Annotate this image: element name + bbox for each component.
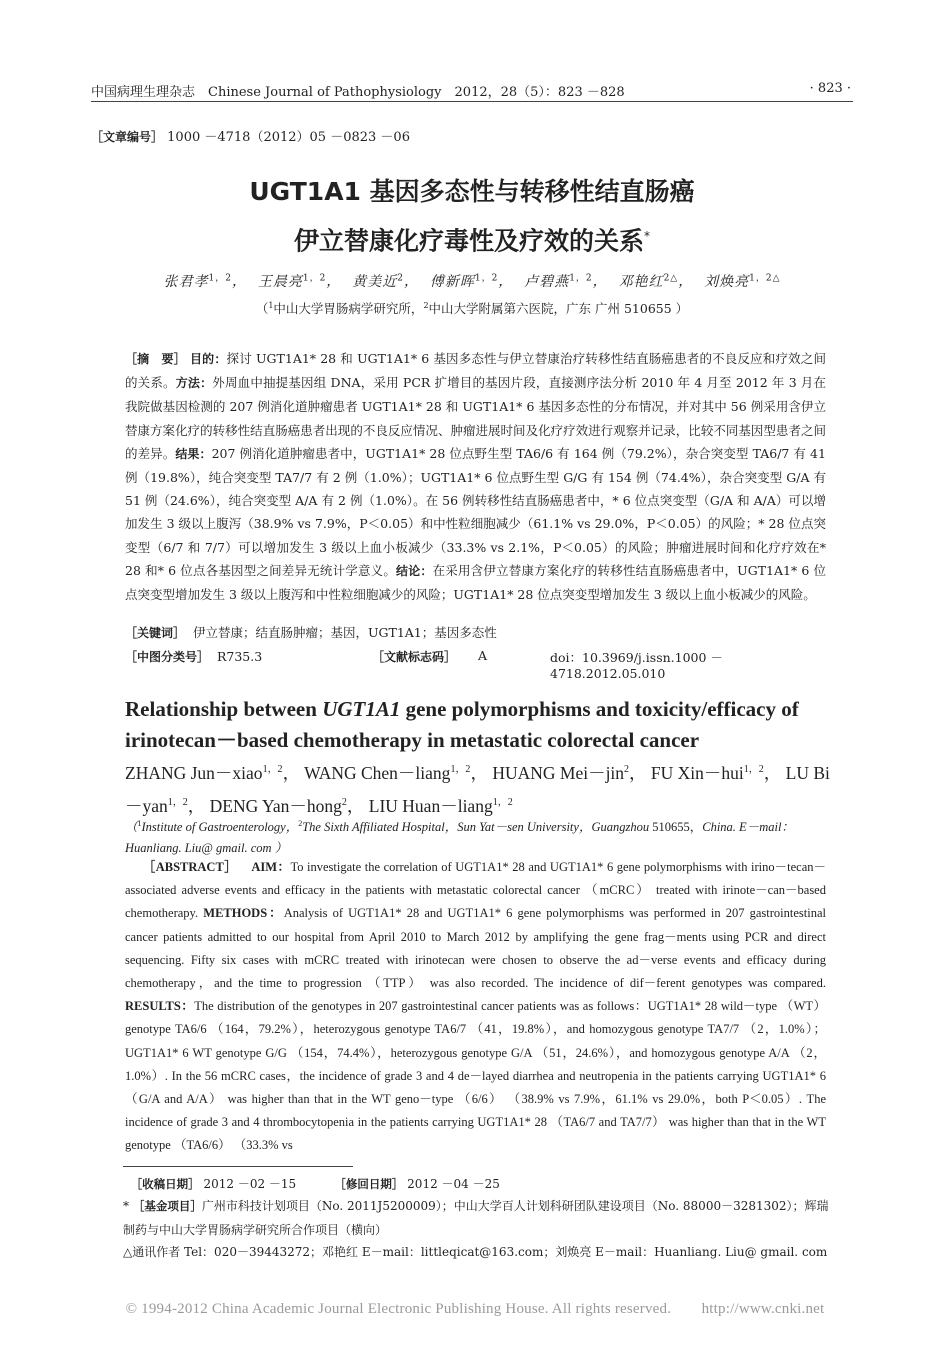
abstract-label: ［摘 要］ bbox=[125, 352, 186, 366]
conclusion-text: 在采用含伊立替康方案化疗的转移性结直肠癌患者中，UGT1A1* 6 位点突变型增加发生 3 级以上腹泻和中性粒细胞减少的风险；UGT1A1* 28 位点突变型增加发生 3 级以上血小板减少的风险。 bbox=[125, 562, 826, 603]
title-chinese-line-2 bbox=[91, 214, 853, 263]
fund-label: ［基金项目］ bbox=[132, 1199, 202, 1213]
author: LU Bi－yan$^{1,2}$ bbox=[125, 762, 830, 816]
affiliation-english: （$^1$Institute of Gastroenterology，$^2$The Sixth Affiliated Hospital，Sun Yat－sen University，Guangzhou 510655，China. E－mail：Huanliang. Liu@ gmail. com ） bbox=[125, 819, 794, 856]
results-label: 结果： bbox=[175, 446, 212, 461]
title-chinese-line-2-text: 伊立替康化疗毒性及疗效的关系 bbox=[293, 226, 644, 256]
author: WANG Chen－liang$^{1,2}$ bbox=[304, 762, 471, 783]
author: FU Xin－hui$^{1,2}$ bbox=[650, 762, 764, 783]
author: 王晨亮$^{1,2}$ bbox=[257, 273, 327, 290]
methods-label: 方法： bbox=[175, 376, 213, 391]
author: 邓艳红$^{2\triangle}$ bbox=[618, 273, 679, 290]
aim-en-label: AIM： bbox=[251, 860, 291, 874]
header-rule bbox=[91, 101, 853, 102]
classification-line bbox=[125, 648, 826, 681]
clc-value: R735.3 bbox=[216, 649, 263, 664]
received-label: ［收稿日期］ bbox=[130, 1177, 200, 1191]
keywords bbox=[125, 623, 497, 641]
affiliation-chinese: （$^1$中山大学胃肠病学研究所，$^2$中山大学附属第六医院，广东 广州 510655 ） bbox=[255, 300, 689, 316]
abstract-english bbox=[125, 856, 826, 1158]
doc-code-label: ［文献标志码］ bbox=[372, 650, 457, 664]
author: HUANG Mei－jin$^2$ bbox=[492, 762, 630, 783]
author: 傅新晖$^{1,2}$ bbox=[429, 273, 499, 290]
author: 张君孝$^{1,2}$ bbox=[163, 273, 232, 290]
title-chinese-line-1: UGT1A1 基因多态性与转移性结直肠癌 bbox=[249, 177, 695, 206]
author: 卢碧燕$^{1,2}$ bbox=[524, 273, 593, 290]
results-text: 207 例消化道肿瘤患者中，UGT1A1* 28 位点野生型 TA6/6 有 164 例（79.2%），杂合突变型 TA6/7 有 41 例（19.8%），纯合突变型 TA7/7 有 2 例（1.0%）；UGT1A1* 6 位点野生型 G/G 有 154 例（74.4%），杂合突变型 G/A 有 51 例（24.6%），纯合突变型 A/A 有 2 例（1.0%）。在 56 例转移性结直肠癌患者中，* 6 位点突变型（G/A 和 A/A）可以增加发生 3 级以上腹泻（38.9% vs 7.9%，P＜0.05）和中性粒细胞减少（61.1% vs 29.0%，P＜0.05）的风险；* 28 位点突变型（6/7 和 7/7）可以增加发生 3 级以上血小板减少（33.3% vs 2.1%，P＜0.05）的风险；肿瘤进展时间和化疗疗效在* 28 和* 6 位点各基因型之间差异无统计学意义。 bbox=[125, 445, 826, 578]
abstract-chinese-body bbox=[125, 347, 826, 606]
article-number-value: 1000 －4718（2012）05 －0823 －06 bbox=[167, 130, 410, 145]
footnote-dates bbox=[123, 1172, 833, 1196]
abstract-en-label: ［ABSTRACT］ bbox=[142, 860, 238, 874]
running-header bbox=[91, 81, 851, 100]
methods-en-label: METHODS： bbox=[203, 906, 284, 921]
keywords-label: ［关键词］ bbox=[125, 626, 186, 640]
journal-citation: 中国病理生理杂志 Chinese Journal of Pathophysiology 2012，28（5）：823 －828 bbox=[91, 85, 625, 100]
revised-date: 2012 －04 －25 bbox=[407, 1177, 500, 1191]
footnote-rule bbox=[123, 1166, 353, 1167]
article-number bbox=[91, 126, 410, 145]
aim-text: 探讨 UGT1A1* 28 和 UGT1A1* 6 基因多态性与伊立替康治疗转移性结直肠癌患者的不良反应和疗效之间的关系。 bbox=[125, 351, 826, 391]
conclusion-label: 结论： bbox=[396, 563, 433, 578]
footnote-funding: * ［基金项目］广州市科技计划项目（No. 2011J5200009）；中山大学百人计划科研团队建设项目（No. 88000－3281302）；辉瑞制药与中山大学胃肠病学研究所合作项目（横向） bbox=[123, 1199, 829, 1237]
author: ZHANG Jun－xiao$^{1,2}$ bbox=[125, 762, 283, 783]
clc-label: ［中图分类号］ bbox=[125, 650, 210, 664]
copyright-watermark: © 1994-2012 China Academic Journal Electronic Publishing House. All rights reserved. http://www.cnki.net bbox=[125, 1301, 825, 1317]
doi: doi：10.3969/j.issn.1000 －4718.2012.05.010 bbox=[550, 650, 723, 681]
author: 黄美近$^2$ bbox=[352, 273, 404, 290]
title-english: Relationship between UGT1A1 gene polymorphisms and toxicity/efficacy of irinotecan－based chemotherapy in metastatic colorectal cancer bbox=[125, 697, 799, 752]
aim-label: 目的： bbox=[190, 352, 227, 366]
methods-en-text: Analysis of UGT1A1* 28 and UGT1A1* 6 gene polymorphisms was performed in 207 gastrointestinal cancer patients admitted to our hospital from April 2010 to March 2012 by amplifying the gene frag－ments using PCR and direct sequencing. Fifty six cases with mCRC treated with irinotecan were chosen to observe the ad－verse events and efficacy during chemotherapy，and the time to progression （TTP） was also recorded. The incidence of dif－ferent genotypes was compared. bbox=[125, 906, 827, 991]
page-number: · 823 · bbox=[809, 81, 851, 96]
revised-label: ［修回日期］ bbox=[334, 1177, 404, 1191]
methods-text: 外周血中抽提基因组 DNA，采用 PCR 扩增目的基因片段，直接测序法分析 2010 年 4 月至 2012 年 3 月在我院做基因检测的 207 例消化道肿瘤患者 UGT1A1* 28 和 UGT1A1* 6 基因多态性的分布情况，并对其中 56 例采用含伊立替康方案化疗的转移性结直肠癌患者出现的不良反应情况、肿瘤进展时间及化疗疗效进行观察并记录，比较不同基因型患者之间的差异。 bbox=[125, 375, 826, 461]
fund-text: 广州市科技计划项目（No. 2011J5200009）；中山大学百人计划科研团队建设项目（No. 88000－3281302）；辉瑞制药与中山大学胃肠病学研究所合作项目（横向） bbox=[123, 1199, 829, 1237]
doc-code-value: A bbox=[478, 648, 488, 663]
keywords-value: 伊立替康；结直肠肿瘤；基因，UGT1A1；基因多态性 bbox=[192, 625, 497, 640]
title-chinese bbox=[91, 170, 853, 263]
article-number-label: ［文章编号］ bbox=[91, 130, 164, 144]
aim-en-text: To investigate the correlation of UGT1A1* 28 and UGT1A1* 6 gene polymorphisms with irino－tecan－associated adverse events and efficacy in the patients with metastatic colorectal cancer （mCRC） treated with irinote－can－based chemotherapy. bbox=[125, 860, 827, 921]
abstract-chinese bbox=[125, 347, 826, 606]
results-en-label: RESULTS： bbox=[125, 999, 195, 1014]
authors-chinese: 张君孝$^{1,2}$， 王晨亮$^{1,2}$， 黄美近$^2$， 傅新晖$^{1,2}$， 卢碧燕$^{1,2}$， 邓艳红$^{2\triangle}$， 刘焕亮$^{1,2\triangle}$ bbox=[163, 273, 781, 290]
author: DENG Yan－hong$^2$ bbox=[209, 795, 347, 816]
gene-name: UGT1A1 bbox=[322, 697, 401, 721]
footnote-correspondence: △通讯作者 Tel：020－39443272；邓艳红 E－mail：littleqicat@163.com；刘焕亮 E－mail：Huanliang. Liu@ gmail. com bbox=[123, 1245, 828, 1259]
received-date: 2012 －02 －15 bbox=[203, 1177, 297, 1191]
results-en-text: The distribution of the genotypes in 207 gastrointestinal cancer patients was as follows：UGT1A1* 28 wild－type （WT） genotype TA6/6 （164，79.2%），heterozygous genotype TA6/7 （41，19.8%），and homozygous genotype TA7/7 （2，1.0%）；UGT1A1* 6 WT genotype G/G （154，74.4%），heterozygous genotype G/A （51，24.6%），and homozygous genotype A/A （2，1.0%）. In the 56 mCRC cases，the incidence of grade 3 and 4 de－layed diarrhea and neutropenia in the patients carrying UGT1A1* 6 （G/A and A/A） was higher than that in the WT geno－type （6/6） （38.9% vs 7.9%，61.1% vs 29.0%，both P＜0.05）. The incidence of grade 3 and 4 thrombocytopenia in the patients carrying UGT1A1* 28 （TA6/7 and TA7/7） was higher than that in the WT genotype （TA6/6） （33.3% vs bbox=[125, 999, 826, 1153]
author: 刘焕亮$^{1,2\triangle}$ bbox=[704, 273, 781, 290]
authors-english: ZHANG Jun－xiao$^{1,2}$， WANG Chen－liang$^{1,2}$， HUANG Mei－jin$^2$， FU Xin－hui$^{1,2}$， LU Bi－yan$^{1,2}$， DENG Yan－hong$^2$， LIU Huan－liang$^{1,2}$ bbox=[125, 762, 830, 816]
title-footnote-mark: * bbox=[644, 229, 650, 243]
author: LIU Huan－liang$^{1,2}$ bbox=[368, 795, 513, 816]
